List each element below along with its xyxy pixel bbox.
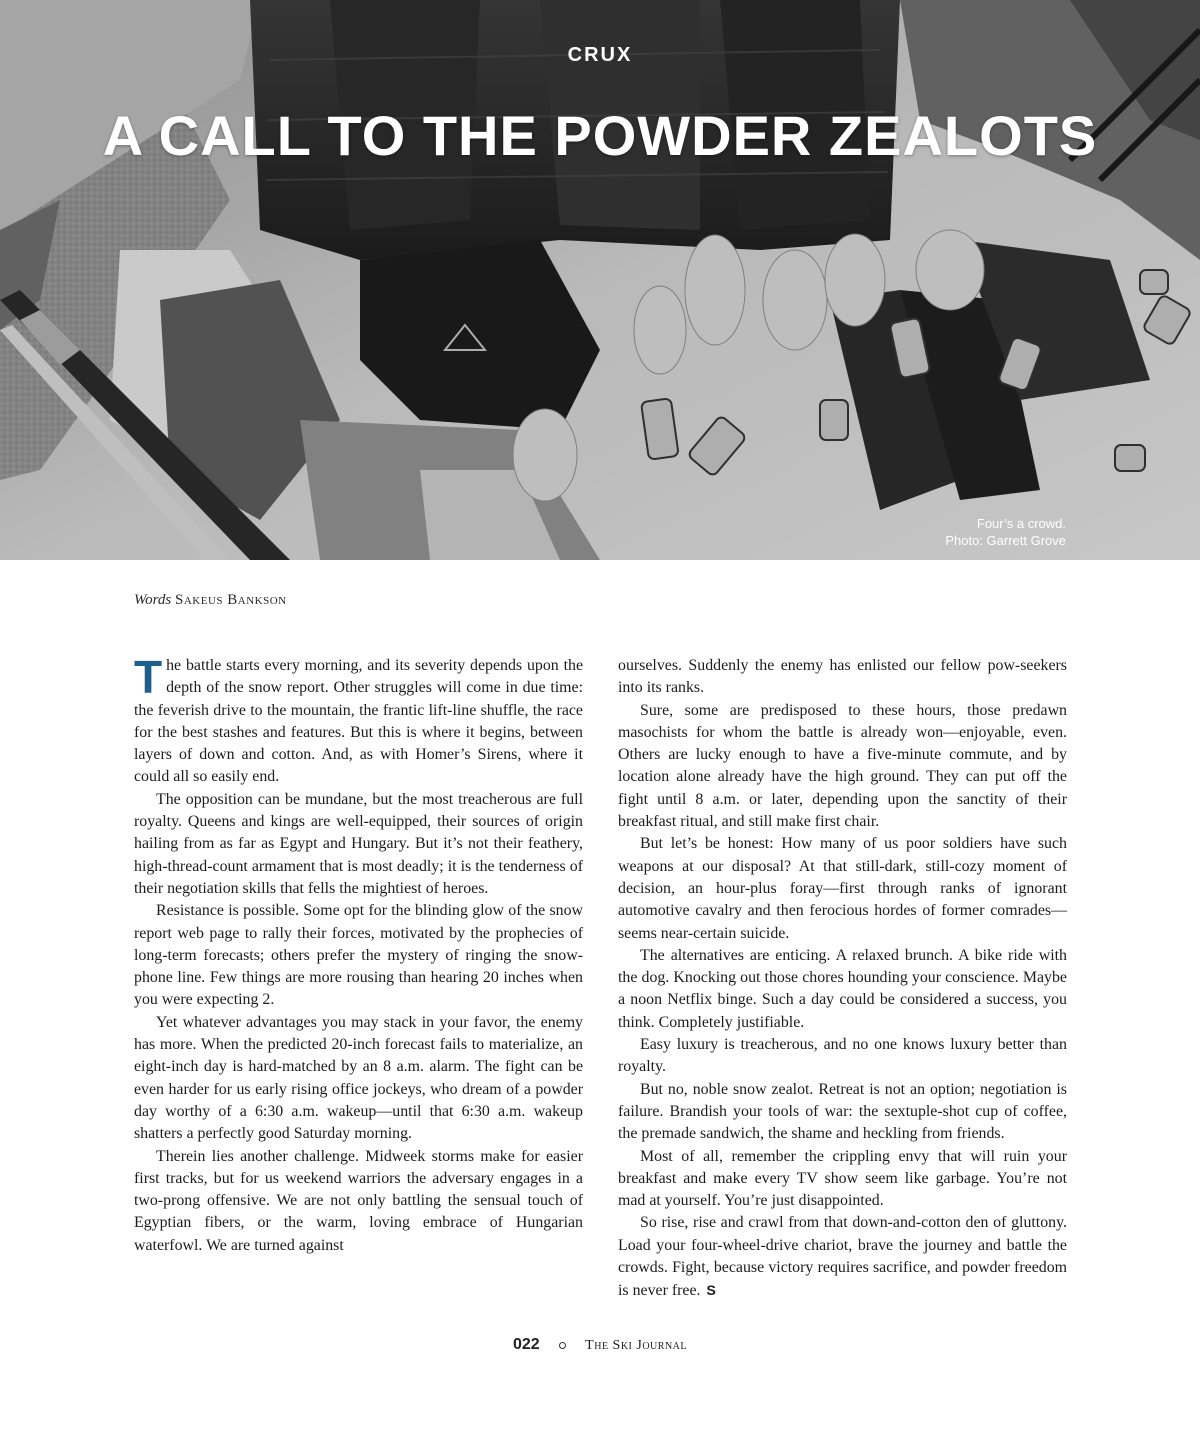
end-mark-icon: S [706, 1282, 716, 1299]
article-paragraph: But let’s be honest: How many of us poor soldiers have such weapons at our disposal? At that still-dark, still-cozy moment of decision, an hour-plus foray—first through ranks of ignorant automotive cavalry and then ferocious hordes of former comrades—seems near-certain suicide. [618, 835, 1067, 942]
article-headline: A CALL TO THE POWDER ZEALOTS [102, 104, 1098, 167]
article-paragraph: Most of all, remember the crippling envy that will ruin your breakfast and make every TV show seem like garbage. You’re not mad at yourself. You’re just disappointed. [618, 1147, 1067, 1210]
photo-caption [945, 515, 1066, 549]
paragraph-text: he battle starts every morning, and its severity depends upon the depth of the snow report. Other struggles will come in due time: the feverish drive to the mountain, the frantic lift-line shuffle, the race for the best stashes and features. But this is where it begins, between layers of down and cotton. And, as with Homer’s Sirens, where it could all so easily end. [134, 657, 583, 786]
page-number: 022 [512, 1336, 540, 1353]
drop-cap: T [134, 651, 163, 703]
article-paragraph [618, 1212, 1067, 1302]
article-column-right [618, 655, 1067, 1303]
article-paragraph: The opposition can be mundane, but the most treacherous are full royalty. Queens and kings are well-equipped, their sources of origin hailing from as far as Egypt and Hungary. But it’s not their feathery, high-thread-count armament that is most deadly; it is the tenderness of their negotiation skills that fells the mightiest of heroes. [134, 790, 583, 897]
article-paragraph: Easy luxury is treacherous, and no one knows luxury better than royalty. [618, 1036, 1067, 1076]
article-column-left [134, 651, 583, 1257]
article-paragraph: Resistance is possible. Some opt for the blinding glow of the snow report web page to rally their forces, motivated by the prophecies of long-term forecasts; others prefer the mystery of ringing the snow-phone line. Few things are more rousing than hearing 20 inches when you were expecting 2. [134, 902, 583, 1009]
paragraph-text: So rise, rise and crawl from that down-and-cotton den of gluttony. Load your four-wheel-drive chariot, brave the journey and battle the crowds. Fight, because victory requires sacrifice, and powder freedom is never free. [618, 1214, 1067, 1300]
article-paragraph: Yet whatever advantages you may stack in your favor, the enemy has more. When the predicted 20-inch forecast fails to materialize, an eight-inch day is hard-matched by an 8 a.m. alarm. The fight can be even harder for us early rising office jockeys, who dream of a powder day worthy of a 6:30 a.m. wakeup—until that 6:30 a.m. wakeup shatters a perfectly good Saturday morning. [134, 1013, 583, 1143]
article-paragraph: ourselves. Suddenly the enemy has enlisted our fellow pow-seekers into its ranks. [618, 657, 1067, 697]
article-paragraph: The alternatives are enticing. A relaxed brunch. A bike ride with the dog. Knocking out those chores hounding your conscience. Maybe a noon Netflix binge. Such a day could be considered a success, you think. Completely justifiable. [618, 946, 1067, 1031]
separator-dot-icon [559, 1342, 566, 1349]
section-label: CRUX [567, 44, 633, 66]
hero-photo-illustration [0, 0, 1200, 560]
photo-caption-line: Four’s a crowd. [976, 516, 1066, 531]
photo-credit: Photo: Garrett Grove [945, 533, 1066, 548]
article-paragraph: Sure, some are predisposed to these hours, those predawn masochists for whom the battle is already won—enjoyable, even. Others are lucky enough to have a five-minute commute, and by location alone already have the high ground. They can put off the fight until 8 a.m. or later, depending upon the sanctity of their breakfast ritual, and still make first chair. [618, 701, 1067, 831]
article-paragraph: But no, noble snow zealot. Retreat is not an option; negotiation is failure. Brandish your tools of war: the sextuple-shot cup of coffee, the premade sandwich, the shame and heckling from friends. [618, 1080, 1067, 1143]
byline-author: Sakeus Bankson [175, 592, 287, 608]
byline-label: Words [134, 592, 172, 608]
article-paragraph: Therein lies another challenge. Midweek storms make for easier first tracks, but for us weekend warriors the adversary engages in a two-prong offensive. We are not only battling the sensual touch of Egyptian fibers, or the warm, loving embrace of Hungarian waterfowl. We are turned against [134, 1147, 583, 1254]
byline [134, 592, 287, 609]
publication-name: The Ski Journal [585, 1338, 688, 1353]
article-paragraph [134, 651, 583, 789]
hero-photo [0, 0, 1200, 560]
page-footer [0, 1336, 1200, 1354]
